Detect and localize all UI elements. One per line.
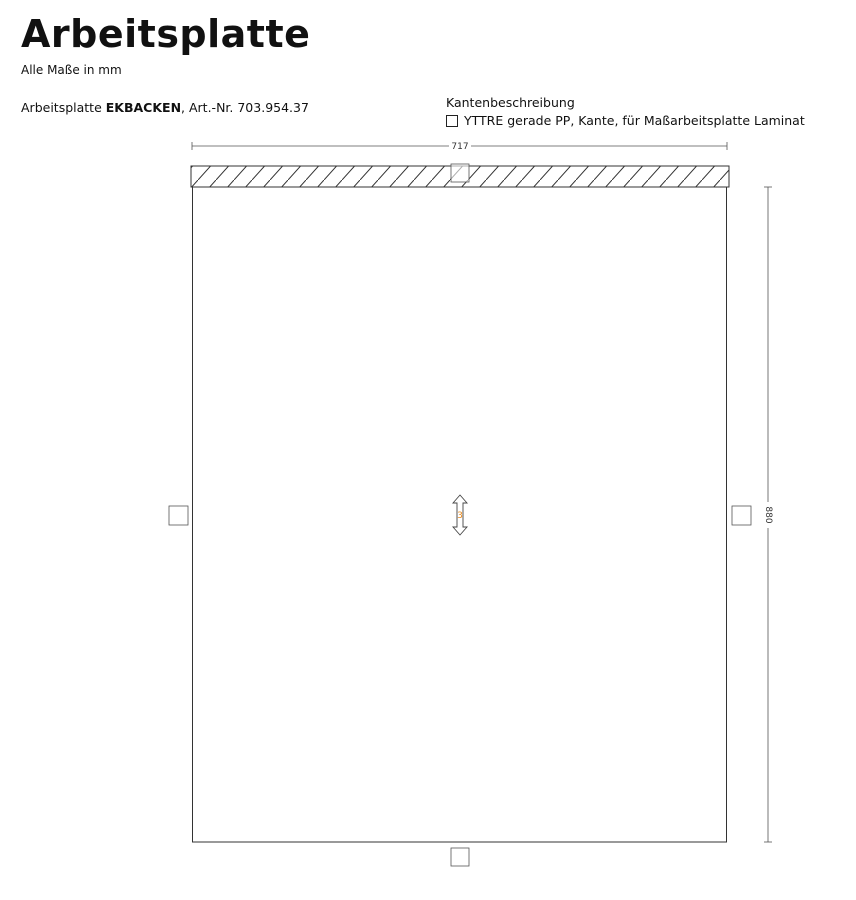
depth-label: 880	[763, 506, 773, 524]
edge-legend-item: YTTRE gerade PP, Kante, für Maßarbeitsplatte Laminat	[464, 113, 805, 128]
edge-box-right[interactable]	[732, 506, 751, 525]
edge-box-top[interactable]	[451, 164, 469, 182]
width-dimension	[192, 140, 727, 152]
depth-dimension	[763, 187, 774, 842]
edge-box-bottom[interactable]	[451, 848, 469, 866]
direction-label: 3	[457, 511, 463, 521]
page-title: Arbeitsplatte	[21, 12, 311, 56]
grain-direction-arrow-icon	[453, 495, 467, 535]
width-label: 717	[451, 142, 469, 152]
edge-box-left[interactable]	[169, 506, 188, 525]
product-article: , Art.-Nr. 703.954.37	[181, 100, 309, 115]
edge-legend-heading: Kantenbeschreibung	[446, 95, 575, 110]
units-note: Alle Maße in mm	[21, 63, 122, 77]
product-prefix: Arbeitsplatte	[21, 100, 106, 115]
product-name: EKBACKEN	[105, 100, 182, 115]
